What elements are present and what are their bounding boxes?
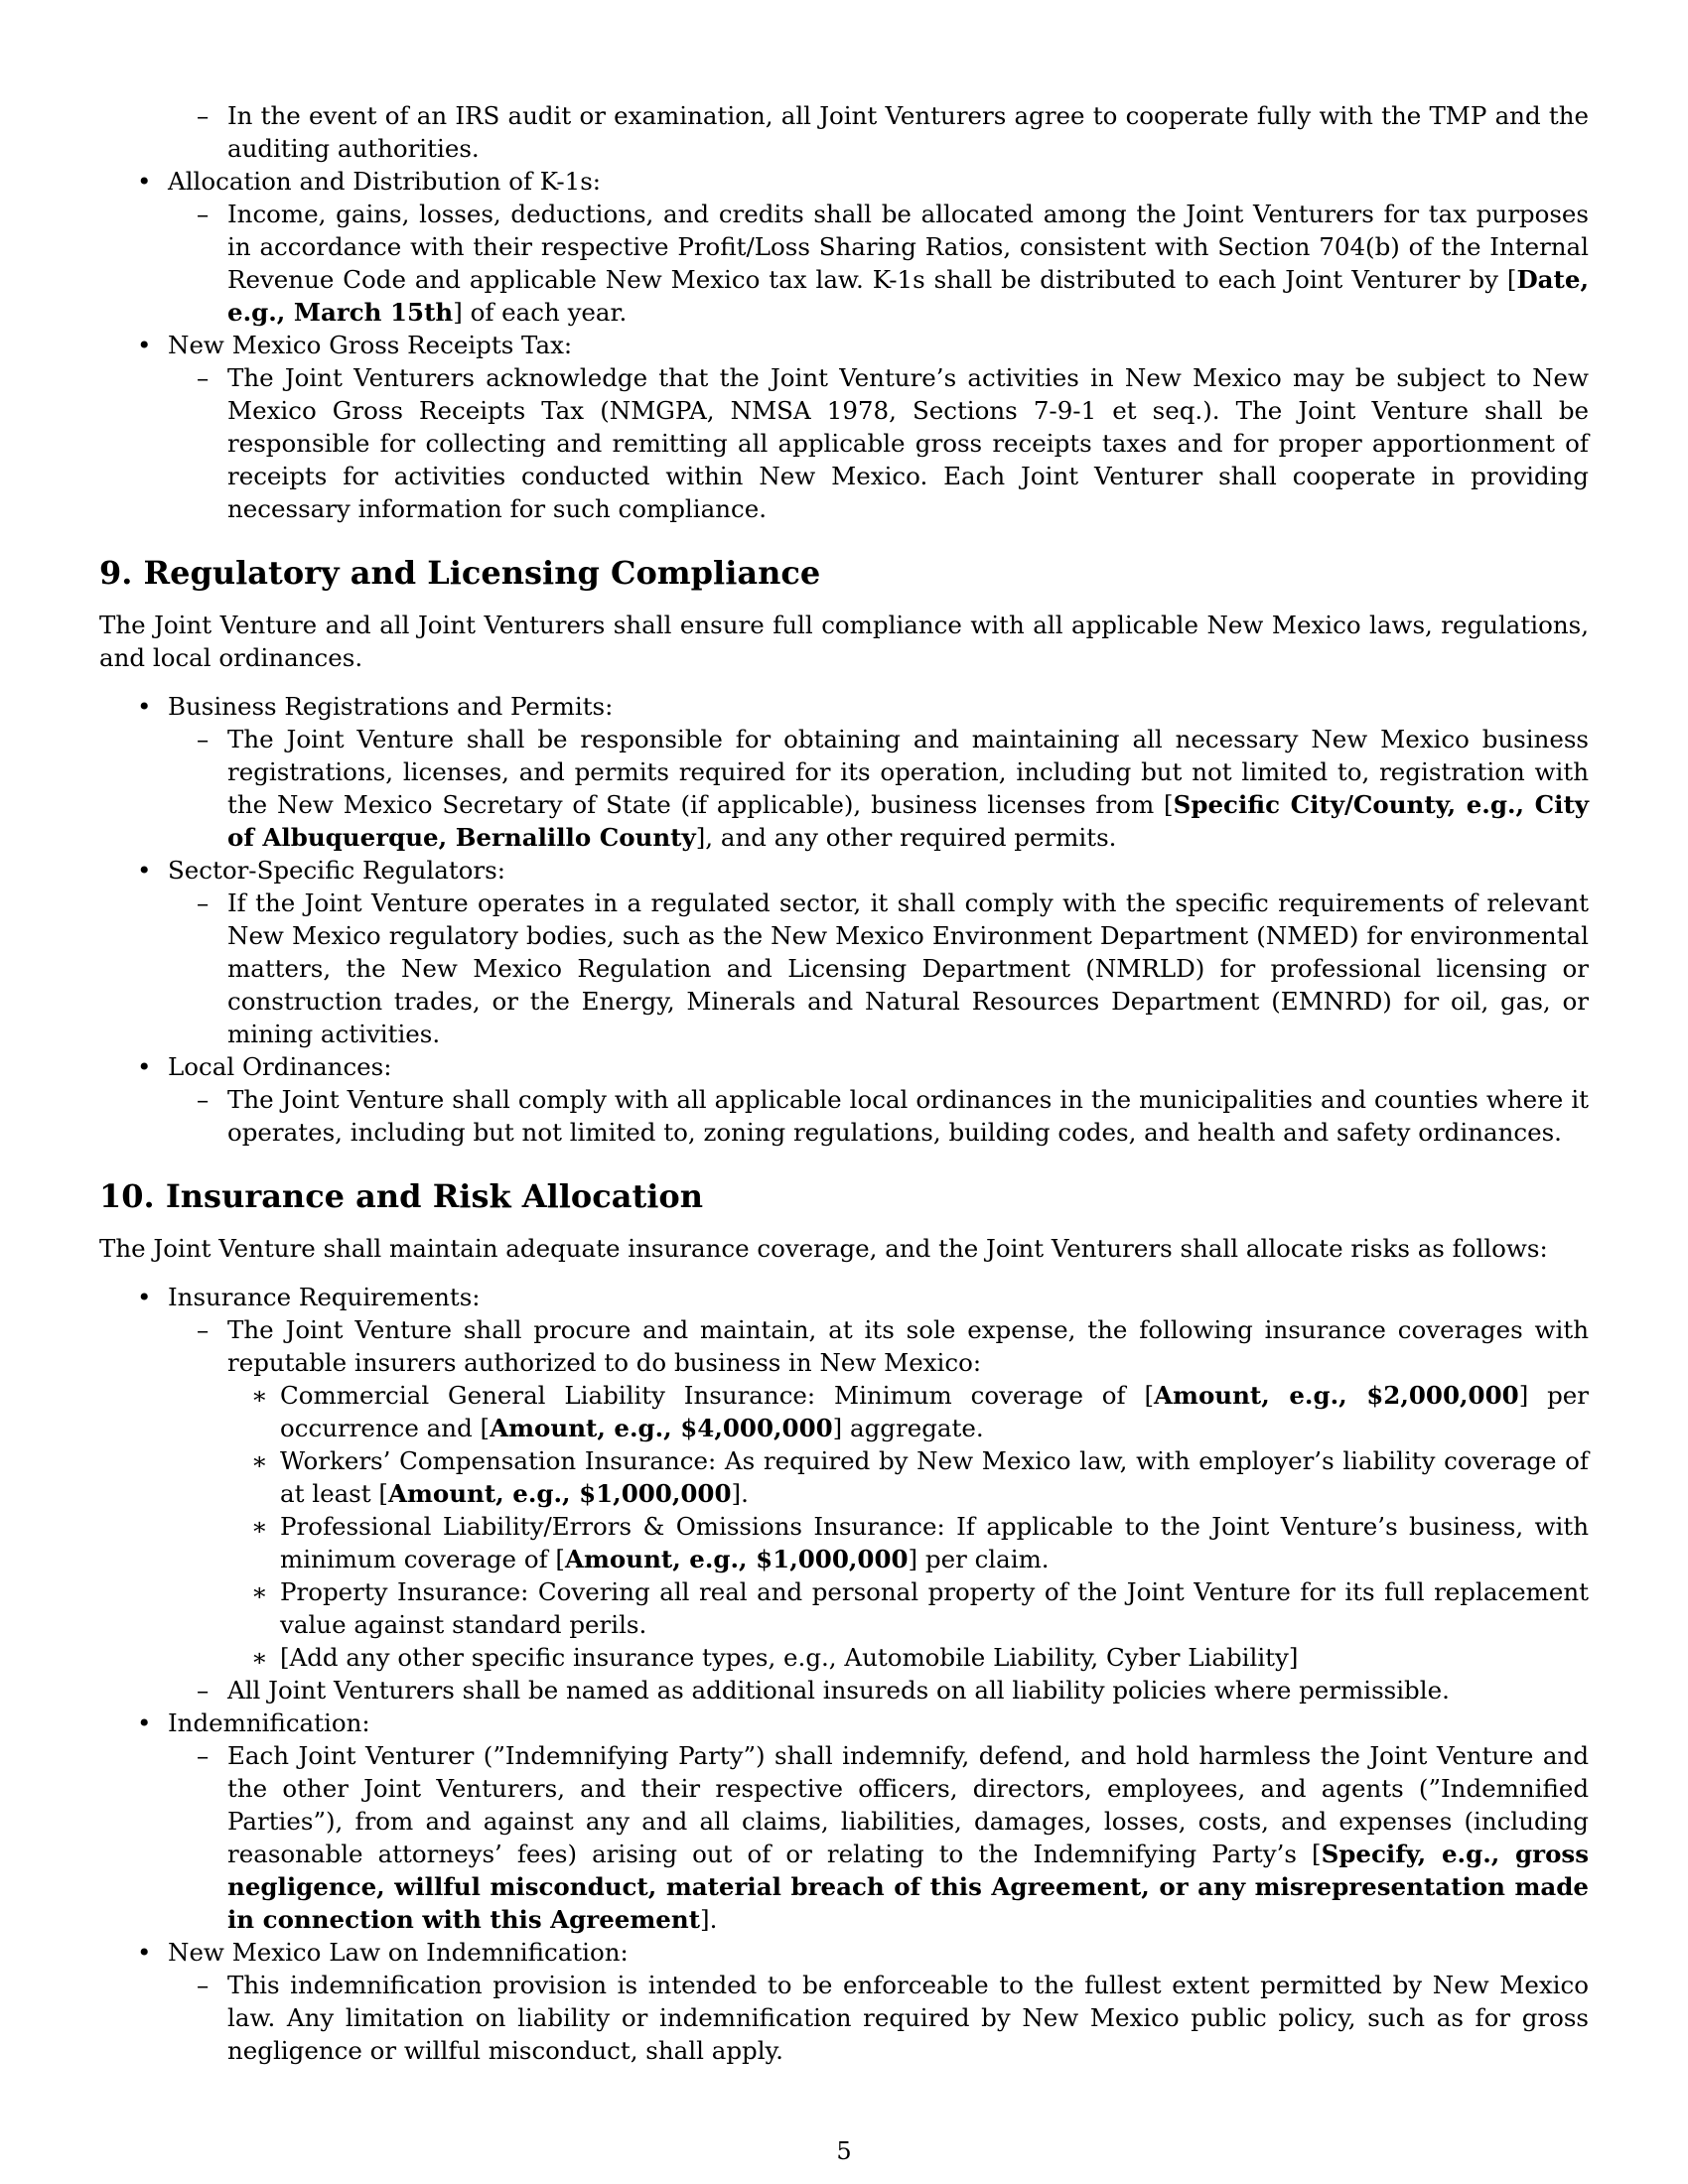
dash-marker: –	[197, 1315, 210, 1344]
registrations-text-part: The Joint Venture shall be responsible for obtaining and maintaining all necessary New Mexico business registrations, licenses, and permits required for its operation, including but not limited to, registration with the New Mexico Secretary of State (if applicable), business licenses from [	[227, 725, 1589, 819]
k1-text-part: ] of each year.	[453, 298, 628, 327]
local-ordinances-label: Local Ordinances:	[168, 1052, 392, 1081]
dash-marker: –	[197, 1741, 210, 1770]
bullet-marker: •	[137, 167, 152, 196]
list-item	[99, 1641, 1589, 1674]
list-item	[99, 1379, 1589, 1444]
local-ordinances-text: The Joint Venture shall comply with all applicable local ordinances in the municipalities and counties where it operates, including but not limited to, zoning regulations, building codes, and health and safety ordinances.	[227, 1085, 1589, 1147]
k1-text	[227, 200, 1589, 327]
workers-comp-text	[280, 1446, 1589, 1508]
professional-liability-text	[280, 1512, 1589, 1573]
list-item	[99, 1936, 1589, 1969]
nm-law-text: This indemnification provision is intended to be enforceable to the fullest extent permitted by New Mexico law. Any limitation on liability or indemnification required by New Mexico public policy, such as for gross negligence or willful misconduct, shall apply.	[227, 1971, 1589, 2065]
dash-marker: –	[197, 101, 210, 130]
insurance-label: Insurance Requirements:	[168, 1283, 481, 1311]
list-item	[99, 1281, 1589, 1313]
list-item	[99, 165, 1589, 198]
list-item	[99, 1674, 1589, 1706]
sector-label: Sector-Specific Regulators:	[168, 856, 505, 885]
list-item	[99, 1313, 1589, 1379]
insurance-text: The Joint Venture shall procure and maintain, at its sole expense, the following insurance coverages with reputable insurers authorized to do business in New Mexico:	[227, 1315, 1589, 1377]
cgl-text-part: ] per occurrence and [	[280, 1381, 1589, 1442]
list-item	[99, 1575, 1589, 1641]
registrations-text	[227, 725, 1589, 852]
list-item	[99, 329, 1589, 361]
list-item	[99, 723, 1589, 854]
list-item	[99, 361, 1589, 525]
dash-marker: –	[197, 888, 210, 917]
workers-comp-text-part: Workers’ Compensation Insurance: As required by New Mexico law, with employer’s liability coverage of at least [	[280, 1446, 1589, 1508]
nm-law-label: New Mexico Law on Indemnification:	[168, 1938, 629, 1967]
bullet-marker: •	[137, 1283, 152, 1311]
workers-comp-placeholder: Amount, e.g., $1,000,000	[387, 1479, 732, 1508]
sector-text: If the Joint Venture operates in a regulated sector, it shall comply with the specific requirements of relevant New Mexico regulatory bodies, such as the New Mexico Environment Department (NMED) for environmental matters, the New Mexico Regulation and Licensing Department (NMRLD) for professional licensing or construction trades, or the Energy, Minerals and Natural Resources Department (EMNRD) for oil, gas, or mining activities.	[227, 888, 1589, 1048]
bullet-marker: •	[137, 692, 152, 721]
registrations-text-part: ], and any other required permits.	[695, 823, 1117, 852]
other-insurance-text: [Add any other specific insurance types, e.g., Automobile Liability, Cyber Liability]	[280, 1643, 1299, 1672]
professional-liability-text-part: ] per claim.	[908, 1545, 1050, 1573]
star-marker: ∗	[251, 1577, 268, 1606]
indemnification-text-part: ].	[700, 1905, 718, 1934]
document-page	[99, 99, 1589, 2067]
list-item	[99, 1083, 1589, 1149]
section-10-intro: The Joint Venture shall maintain adequate insurance coverage, and the Joint Venturers shall allocate risks as follows:	[99, 1234, 1548, 1263]
bullet-marker: •	[137, 856, 152, 885]
section-9-intro: The Joint Venture and all Joint Venturers shall ensure full compliance with all applicable New Mexico laws, regulations, and local ordinances.	[99, 611, 1589, 672]
section-9-heading: 9. Regulatory and Licensing Compliance	[99, 554, 821, 592]
page-number: 5	[836, 2137, 852, 2165]
star-marker: ∗	[251, 1446, 268, 1475]
list-item	[99, 690, 1589, 723]
bullet-marker: •	[137, 331, 152, 359]
registrations-label: Business Registrations and Permits:	[168, 692, 614, 721]
grt-text: The Joint Venturers acknowledge that the Joint Venture’s activities in New Mexico may be subject to New Mexico Gross Receipts Tax (NMGPA, NMSA 1978, Sections 7-9-1 et seq.). The Joint Venture shall be responsible for collecting and remitting all applicable gross receipts taxes and for proper apportionment of receipts for activities conducted within New Mexico. Each Joint Venturer shall cooperate in providing necessary information for such compliance.	[227, 363, 1589, 523]
list-item	[99, 1510, 1589, 1575]
bullet-marker: •	[137, 1938, 152, 1967]
list-item	[99, 1444, 1589, 1510]
indemnification-text	[227, 1741, 1589, 1934]
indemnification-placeholder: Specify, e.g., gross negligence, willful misconduct, material breach of this Agreement, or any misrepresentation made in connection with this Agreement	[227, 1840, 1589, 1934]
list-item	[99, 1706, 1589, 1739]
list-item	[99, 1739, 1589, 1936]
dash-marker: –	[197, 363, 210, 392]
list-item	[99, 1050, 1589, 1083]
list-item	[99, 854, 1589, 887]
dash-marker: –	[197, 1085, 210, 1114]
cgl-text-part: Commercial General Liability Insurance: Minimum coverage of [	[280, 1381, 1155, 1410]
audit-text: In the event of an IRS audit or examination, all Joint Venturers agree to cooperate fully with the TMP and the auditing authorities.	[227, 101, 1589, 163]
cgl-amount-placeholder: Amount, e.g., $2,000,000	[1154, 1381, 1519, 1410]
k1-text-part: Income, gains, losses, deductions, and credits shall be allocated among the Joint Venturers for tax purposes in accordance with their respective Profit/Loss Sharing Ratios, consistent with Section 704(b) of the Internal Revenue Code and applicable New Mexico tax law. K-1s shall be distributed to each Joint Venturer by [	[227, 200, 1589, 294]
dash-marker: –	[197, 1676, 210, 1705]
list-item	[99, 1969, 1589, 2067]
dash-marker: –	[197, 1971, 210, 1999]
bullet-marker: •	[137, 1708, 152, 1737]
list-item	[99, 198, 1589, 329]
cgl-text	[280, 1381, 1589, 1442]
property-insurance-text: Property Insurance: Covering all real and personal property of the Joint Venture for its full replacement value against standard perils.	[280, 1577, 1589, 1639]
professional-liability-text-part: Professional Liability/Errors & Omissions Insurance: If applicable to the Joint Venture’s business, with minimum coverage of [	[280, 1512, 1589, 1573]
dash-marker: –	[197, 725, 210, 753]
grt-label: New Mexico Gross Receipts Tax:	[168, 331, 573, 359]
additional-insureds-text: All Joint Venturers shall be named as additional insureds on all liability policies where permissible.	[227, 1676, 1450, 1705]
section-10-heading: 10. Insurance and Risk Allocation	[99, 1177, 704, 1215]
k1-placeholder: Date, e.g., March 15th	[227, 265, 1589, 327]
dash-marker: –	[197, 200, 210, 228]
city-county-placeholder: Specific City/County, e.g., City of Albuquerque, Bernalillo County	[227, 790, 1589, 852]
workers-comp-text-part: ].	[731, 1479, 749, 1508]
list-item	[99, 887, 1589, 1050]
indemnification-text-part: Each Joint Venturer (”Indemnifying Party”) shall indemnify, defend, and hold harmless the Joint Venture and the other Joint Venturers, and their respective officers, directors, employees, and agents (”Indemnified Parties”), from and against any and all claims, liabilities, damages, losses, costs, and expenses (including reasonable attorneys’ fees) arising out of or relating to the Indemnifying Party’s [	[227, 1741, 1589, 1868]
star-marker: ∗	[251, 1643, 268, 1672]
indemnification-label: Indemnification:	[168, 1708, 370, 1737]
cgl-aggregate-placeholder: Amount, e.g., $4,000,000	[490, 1414, 833, 1442]
cgl-text-part: ] aggregate.	[832, 1414, 984, 1442]
star-marker: ∗	[251, 1512, 268, 1541]
professional-liability-placeholder: Amount, e.g., $1,000,000	[564, 1545, 909, 1573]
bullet-marker: •	[137, 1052, 152, 1081]
list-item	[99, 99, 1589, 165]
star-marker: ∗	[251, 1381, 268, 1410]
k1-label: Allocation and Distribution of K-1s:	[168, 167, 602, 196]
